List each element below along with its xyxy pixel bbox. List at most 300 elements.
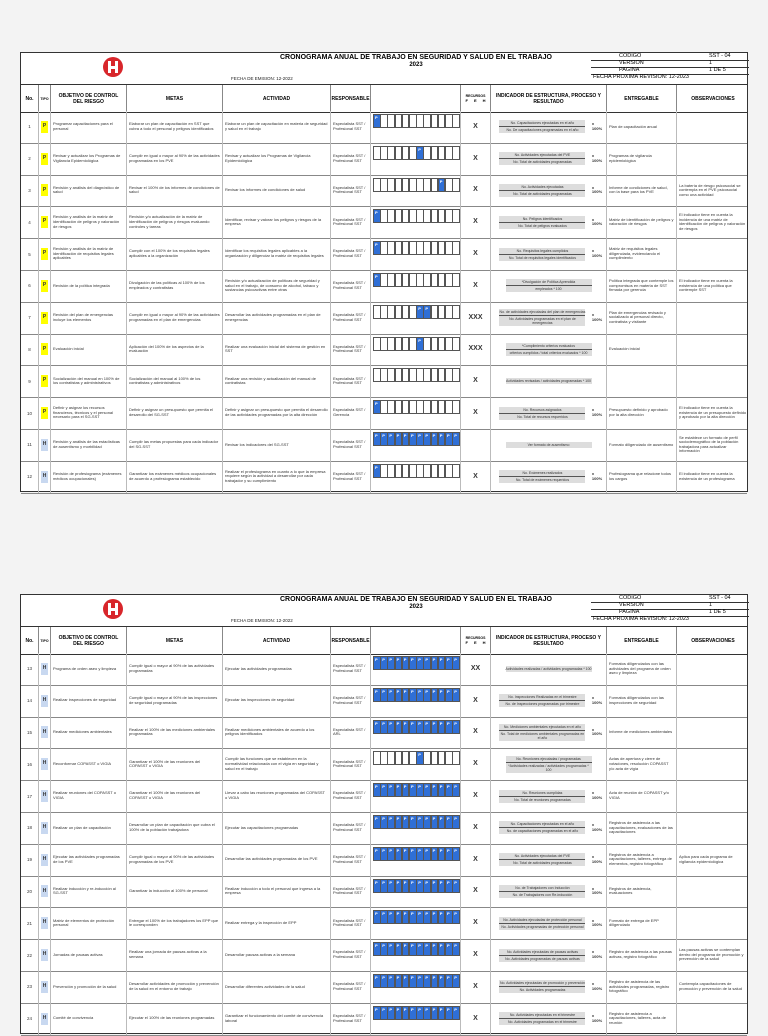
planned-mark: P [454, 784, 457, 790]
planned-mark: P [454, 975, 457, 980]
planned-mark: P [439, 720, 443, 726]
indicator-denominator: No. De capacitaciones programadas en el año [499, 126, 585, 133]
planned-mark: P [382, 847, 385, 853]
table-row [21, 461, 747, 494]
planned-mark: P [425, 784, 429, 790]
row-number: 8 [21, 334, 39, 366]
row-type-cell [39, 143, 51, 175]
goal-text: Cumplir igual o mayor al 90% de las actividades programadas de los PVE [127, 844, 223, 876]
phase-badge: H [41, 822, 48, 834]
indicator-numerator: No. Recursos asignados [499, 407, 585, 413]
header-metas: METAS [127, 85, 223, 112]
control-box [591, 53, 749, 83]
month-grid [371, 780, 461, 812]
observation-text [677, 812, 749, 844]
planned-mark: P [447, 657, 450, 662]
month-cell-12 [452, 178, 460, 192]
indicator-cell [491, 653, 607, 685]
planned-mark: P [447, 879, 450, 885]
month-cell-12 [452, 146, 460, 160]
objective-text: Revisión de profesiograma (exámenes médicos ocupacionales) [51, 461, 127, 493]
planned-mark: P [389, 784, 393, 790]
resource-e: E [473, 98, 477, 103]
row-number: 23 [21, 971, 39, 1003]
activity-text: Ejecutar las actividades programadas [223, 653, 331, 685]
goal-text: Garantizar el 100% de las reuniones del COPASST o VIGIA [127, 748, 223, 780]
planned-mark: P [425, 911, 429, 917]
goal-text: Realizar el 100% de las mediciones ambientales programadas [127, 717, 223, 749]
table-row [21, 939, 747, 972]
responsible-text: Especialista SST / Profesional SST [331, 971, 371, 1003]
month-cell-12 [452, 241, 460, 255]
activity-text: Identificar, revisar y valorar los peligros y riesgos de la empresa [223, 206, 331, 238]
indicator-formula [493, 248, 592, 261]
planned-mark: P [418, 720, 421, 726]
activity-text: Realizar una revisión y actualización del manual de contratistas [223, 365, 331, 397]
row-type-cell [39, 971, 51, 1003]
planned-mark: P [389, 433, 393, 438]
row-type-cell [39, 653, 51, 685]
indicator-denominator: *Actividades realizadas / actividades programadas * 100 [506, 762, 592, 773]
goal-text: Revisar el 100% de los informes de condiciones de salud [127, 175, 223, 207]
indicator-percent: x 100% [591, 153, 603, 163]
indicator-cell [491, 939, 607, 971]
deliverable-text: Informe de condiciones de salud, con la base para los PVE [607, 175, 677, 207]
schedule-page-1 [20, 52, 748, 492]
indicator-numerator: Actividades realizadas / actividades programadas * 100 [505, 666, 592, 671]
indicator-denominator: No. de Inspecciones programadas por trimestre [499, 700, 585, 707]
version-label: VERSION [619, 60, 644, 66]
planned-mark: P [389, 657, 393, 662]
indicator-formula [493, 821, 592, 834]
planned-mark: P [403, 1006, 407, 1012]
planned-mark: P [432, 433, 436, 438]
planned-mark: P [382, 433, 385, 438]
row-number: 6 [21, 270, 39, 302]
month-cell-12 [452, 305, 460, 319]
planned-mark: P [439, 178, 443, 184]
month-grid [371, 429, 461, 461]
indicator-percent: x 100% [591, 184, 603, 195]
month-grid [371, 717, 461, 749]
indicator-numerator: No. Capacitaciones ejecutadas en el año [499, 120, 585, 126]
row-number: 9 [21, 365, 39, 397]
indicator-formula [493, 1012, 592, 1025]
indicator-denominator: No. Total de reuniones programadas [499, 796, 585, 803]
indicator-denominator: criterios cumplidos / total criterios evaluados * 100 [506, 349, 592, 356]
month-grid [371, 461, 461, 493]
month-grid [371, 302, 461, 334]
planned-mark: P [375, 720, 378, 726]
planned-mark: P [432, 1006, 436, 1012]
indicator-denominator: No. Total de actividades programadas [499, 158, 585, 165]
row-type-cell [39, 334, 51, 366]
indicator-denominator: No. Actividades programadas de protección personal [501, 924, 584, 929]
indicator-cell [491, 748, 607, 780]
planned-mark: P [432, 975, 436, 980]
planned-mark: P [418, 146, 421, 152]
responsible-text: Especialista SST / Profesional SST [331, 206, 371, 238]
indicator-cell [491, 238, 607, 270]
planned-mark: P [425, 943, 429, 949]
responsible-text: Especialista SST / Profesional SST [331, 653, 371, 685]
row-number: 3 [21, 175, 39, 207]
deliverable-text: Matriz de requisitos legales diligenciada, evidenciando el cumplimiento [607, 238, 677, 270]
month-grid [371, 334, 461, 366]
indicator-denominator: No. Total de mediciones ambientales programadas en el año [500, 731, 585, 740]
activity-text: Ejecutar las capacitaciones programadas [223, 812, 331, 844]
row-number: 21 [21, 907, 39, 939]
planned-mark: P [425, 688, 429, 694]
deliverable-text: Formatos diligenciados con las actividades del programa de orden aseo y limpieza [607, 653, 677, 685]
document-year: 2023 [409, 604, 423, 610]
responsible-text: Especialista SST / ARL [331, 717, 371, 749]
planned-mark: P [411, 816, 414, 821]
planned-mark: P [403, 911, 407, 917]
row-type-cell [39, 844, 51, 876]
deliverable-text: Registros de asistencia a las capacitaciones, evaluaciones de las capacitaciones [607, 812, 677, 844]
phase-badge: H [41, 471, 48, 483]
month-cell-12 [452, 114, 460, 128]
goal-text: Realizar una jornada de pausas activas a la semana [127, 939, 223, 971]
table-row [21, 302, 747, 335]
table-row [21, 748, 747, 781]
phase-badge: H [41, 1013, 48, 1025]
planned-mark: P [403, 688, 407, 694]
resources-marks: XXX [461, 334, 491, 366]
planned-mark: P [403, 879, 407, 885]
header-objective: OBJETIVO DE CONTROL DEL RIESGO [51, 85, 127, 112]
indicator-denominator: No. Total de actividades programadas [499, 859, 585, 866]
table-header [21, 84, 747, 113]
document-year: 2023 [409, 62, 423, 68]
planned-mark: P [375, 879, 378, 885]
month-grid [371, 206, 461, 238]
header-no: No. [21, 85, 39, 112]
planned-mark: P [411, 879, 414, 885]
phase-badge: P [41, 312, 48, 324]
indicator-percent: x 100% [591, 1013, 603, 1023]
deliverable-text: Plan de emergencias revisado y socializado al personal directo, contratista y visitante [607, 302, 677, 334]
planned-mark: P [382, 1006, 385, 1012]
planned-mark: P [418, 305, 421, 311]
indicator-numerator: No. Mediciones ambientales ejecutadas en el año [499, 724, 585, 730]
goal-text: Desarrollar un plan de capacitación que cubra el 100% de la población trabajadora [127, 812, 223, 844]
planned-mark: P [418, 337, 421, 343]
indicator-cell [491, 971, 607, 1003]
objective-text: Matriz de elementos de protección personal [51, 907, 127, 939]
row-type-cell [39, 1003, 51, 1035]
resources-marks: X [461, 907, 491, 939]
planned-mark: P [389, 688, 393, 694]
phase-badge: P [41, 280, 48, 292]
phase-badge: P [41, 184, 48, 196]
phase-badge: H [41, 758, 48, 770]
objective-text: Revisión y análisis de la matriz de identificación de peligros y valoración de riesgos [51, 206, 127, 238]
month-cell-12 [452, 337, 460, 351]
planned-mark: P [396, 720, 400, 726]
planned-mark: P [375, 847, 378, 853]
planned-mark: P [418, 847, 421, 853]
row-number: 7 [21, 302, 39, 334]
planned-mark: P [425, 433, 429, 438]
responsible-text: Especialista SST / Profesional SST [331, 270, 371, 302]
indicator-denominator: No. Total de requisitos legales identificados [499, 254, 585, 261]
planned-mark: P [403, 433, 407, 438]
objective-text: Revisión y análisis del diagnóstico de salud [51, 175, 127, 207]
table-row [21, 717, 747, 750]
responsible-text: Especialista SST / Profesional SST [331, 334, 371, 366]
planned-mark: P [425, 816, 429, 821]
indicator-formula [493, 184, 592, 197]
planned-mark: P [439, 784, 443, 790]
deliverable-text: Política integrada que contemple los compromisos en materia de SST firmada por gerencia [607, 270, 677, 302]
observation-text [677, 334, 749, 366]
document-title: CRONOGRAMA ANUAL DE TRABAJO EN SEGURIDAD Y SALUD EN EL TRABAJO 2023 [231, 54, 601, 68]
planned-mark: P [382, 720, 385, 726]
phase-badge: H [41, 949, 48, 961]
planned-mark: P [432, 720, 436, 726]
month-grid [371, 939, 461, 971]
planned-mark: P [411, 943, 414, 949]
indicator-formula [493, 279, 604, 292]
indicator-percent: x 100% [591, 885, 603, 896]
objective-text: Revisión del plan de emergencias incluye los elementos [51, 302, 127, 334]
planned-mark: P [447, 784, 450, 790]
header-indicator: INDICADOR DE ESTRUCTURA, PROCESO Y RESULTADO [491, 85, 607, 112]
table-row [21, 844, 747, 877]
responsible-text: Especialista SST / Profesional SST [331, 844, 371, 876]
planned-mark: P [425, 847, 429, 853]
row-type-cell [39, 876, 51, 908]
table-row [21, 175, 747, 208]
goal-text: Cumplir igual o mayor al 90% de las actividades programadas [127, 653, 223, 685]
indicator-cell [491, 780, 607, 812]
indicator-numerator: No. Reuniones ejecutadas / programadas [506, 756, 592, 762]
planned-mark: P [439, 943, 443, 949]
indicator-numerator: No. Actividades ejecutadas en el trimestre [499, 1012, 585, 1018]
row-number: 22 [21, 939, 39, 971]
month-grid [371, 270, 461, 302]
indicator-formula [493, 407, 592, 420]
month-grid [371, 397, 461, 429]
revision-date: FECHA PROXIMA REVISION: 12-2023 [593, 616, 689, 622]
resources-marks [461, 429, 491, 461]
month-cell-12 [452, 273, 460, 287]
table-row [21, 653, 747, 686]
indicator-numerator: No. Actividades ejecutadas de promoción y prevención [499, 981, 585, 986]
planned-mark: P [418, 879, 421, 885]
activity-text: Cumplir las funciones que se establecen en la normatividad relacionada con el vigía en seguridad y salud en el trabajo [223, 748, 331, 780]
planned-mark: P [432, 879, 436, 885]
planned-mark: P [389, 911, 393, 917]
planned-mark: P [432, 816, 436, 821]
activity-text: Revisión y/o actualización de políticas de seguridad y salud en el trabajo, de consumo de alcohol, tabaco y sustancias psicoactivas entre otras [223, 270, 331, 302]
indicator-percent: x 100% [591, 917, 603, 928]
header-resources [461, 627, 491, 654]
document-title: CRONOGRAMA ANUAL DE TRABAJO EN SEGURIDAD Y SALUD EN EL TRABAJO 2023 [231, 596, 601, 610]
table-row [21, 780, 747, 813]
goal-text: Divulgación de las políticas al 100% de los empleados y contratistas [127, 270, 223, 302]
row-number: 18 [21, 812, 39, 844]
phase-badge: P [41, 407, 48, 419]
activity-text: Desarrollar las actividades programadas en el plan de emergencias [223, 302, 331, 334]
table-row [21, 143, 747, 176]
table-row [21, 334, 747, 367]
activity-text: Realizar inducción a todo el personal que ingresa a la empresa [223, 876, 331, 908]
month-cell-12 [452, 1006, 460, 1020]
indicator-cell [491, 461, 607, 493]
table-row [21, 685, 747, 718]
row-number: 2 [21, 143, 39, 175]
planned-mark: P [389, 879, 393, 885]
phase-badge: P [41, 121, 48, 133]
indicator-formula [493, 949, 592, 962]
indicator-cell [491, 143, 607, 175]
indicator-percent: x 100% [591, 981, 603, 991]
header-responsible: RESPONSABLE [331, 627, 371, 654]
indicator-percent: x 100% [591, 726, 603, 737]
header-indicator: INDICADOR DE ESTRUCTURA, PROCESO Y RESULTADO [491, 627, 607, 654]
deliverable-text: Actas de apertura y cierre de votaciones, resolución COPASST y/o acta de vigía [607, 748, 677, 780]
observation-text [677, 1003, 749, 1035]
objective-text: Revisión de la política integrada [51, 270, 127, 302]
indicator-formula [493, 917, 592, 930]
responsible-text: Especialista SST / Profesional SST [331, 238, 371, 270]
table-row [21, 812, 747, 845]
header-deliverable: ENTREGABLE [607, 85, 677, 112]
planned-mark: P [375, 975, 378, 980]
header-activity: ACTIVIDAD [223, 85, 331, 112]
table-row [21, 429, 747, 462]
indicator-numerator: No. Reuniones cumplidas [499, 790, 585, 796]
header-objective: OBJETIVO DE CONTROL DEL RIESGO [51, 627, 127, 654]
indicator-denominator: No. de capacitaciones programadas en el año [499, 827, 585, 834]
month-cell-12 [452, 656, 460, 670]
issue-date: FECHA DE EMISION: 12-2022 [231, 618, 293, 623]
indicator-formula [493, 980, 592, 993]
planned-mark: P [411, 911, 414, 917]
version-value: 1 [709, 602, 713, 608]
row-type-cell [39, 780, 51, 812]
goal-text: Definir y asignar un presupuesto que permita el desarrollo del SG-SST [127, 397, 223, 429]
responsible-text: Especialista SST / Profesional SST [331, 748, 371, 780]
month-cell-12 [452, 432, 460, 446]
observation-text: La batería de riesgo psicosocial se contempla en el PVE psicosocial como una actividad [679, 182, 741, 197]
month-grid [371, 971, 461, 1003]
indicator-percent: x 100% [591, 312, 603, 322]
row-type-cell [39, 365, 51, 397]
planned-mark: P [411, 784, 414, 790]
planned-mark: P [375, 688, 378, 694]
responsible-text: Especialista SST / Profesional SST [331, 111, 371, 143]
deliverable-text: Registros de asistencia a capacitaciones, talleres, entrega de elementos, registro fotográfico [607, 844, 677, 876]
month-cell-12 [452, 688, 460, 702]
indicator-numerator: Ver formato de ausentismo [506, 442, 592, 448]
responsible-text: Especialista SST / Profesional SST [331, 143, 371, 175]
planned-mark: P [411, 688, 414, 694]
month-cell-12 [452, 400, 460, 414]
observation-text [677, 238, 749, 270]
month-grid [371, 143, 461, 175]
table-row [21, 365, 747, 398]
responsible-text: Especialista SST / Profesional SST [331, 939, 371, 971]
resources-marks: X [461, 939, 491, 971]
row-number: 19 [21, 844, 39, 876]
deliverable-text: Programas de vigilancia epidemiológica [607, 143, 677, 175]
indicator-cell [491, 302, 607, 334]
resources-marks: X [461, 971, 491, 1003]
page-value: 1 DE 5 [709, 609, 726, 615]
company-logo [101, 55, 125, 79]
indicator-denominator: No. Actividades programadas en el trimestre [499, 1018, 585, 1025]
objective-text: Realizar inspecciones de seguridad [51, 685, 127, 717]
planned-mark: P [454, 1006, 457, 1012]
indicator-numerator: No. de actividades ejecutadas del plan de emergencias [499, 310, 586, 315]
resources-marks: X [461, 238, 491, 270]
planned-mark: P [425, 720, 429, 726]
planned-mark: P [389, 943, 393, 949]
planned-mark: P [418, 816, 421, 821]
objective-text: Realizar inducción y re-inducción al SG-SST [51, 876, 127, 908]
activity-text: Desarrollar las actividades programadas de los PVE [223, 844, 331, 876]
deliverable-text [607, 365, 677, 397]
indicator-numerator: No. Peligros identificados [499, 216, 585, 222]
objective-text: Revisión y análisis de las estadísticas de ausentismo y morbilidad [51, 429, 127, 461]
indicator-denominator: empleados * 100 [506, 285, 592, 292]
planned-mark: P [447, 433, 450, 438]
deliverable-text: Formato diligenciado de ausentismo [607, 429, 677, 461]
goal-text: Aplicación del 100% de los aspectos de la evaluación [127, 334, 223, 366]
planned-mark: P [439, 975, 443, 980]
indicator-cell [491, 876, 607, 908]
goal-text: Revisión y/o actualización de la matriz de identificación de peligros y riesgos evaluando controles y tareas [127, 206, 223, 238]
indicator-percent: x 100% [591, 790, 603, 801]
planned-mark: P [403, 943, 407, 949]
planned-mark: P [382, 657, 385, 662]
phase-badge: P [41, 153, 48, 165]
resources-marks: X [461, 780, 491, 812]
goal-text: Ejecutar el 100% de las reuniones programadas [127, 1003, 223, 1035]
control-box [591, 595, 749, 625]
responsible-text: Especialista SST / Profesional SST [331, 907, 371, 939]
row-number: 13 [21, 653, 39, 685]
planned-mark: P [396, 975, 400, 980]
row-number: 17 [21, 780, 39, 812]
planned-mark: P [447, 688, 450, 694]
header-metas: METAS [127, 627, 223, 654]
month-cell-12 [452, 464, 460, 478]
goal-text: Cumplir igual o mayor al 90% de las inspecciones de seguridad programadas [127, 685, 223, 717]
table-row [21, 238, 747, 271]
month-cell-12 [452, 751, 460, 765]
indicator-formula [493, 152, 592, 165]
deliverable-text: Registro de asistencia de las actividades programadas, registro fotográfico [607, 971, 677, 1003]
phase-badge: H [41, 439, 48, 451]
deliverable-text: Registro de asistencia a capacitaciones, talleres, acta de reunión [607, 1003, 677, 1035]
indicator-percent: x 100% [591, 822, 603, 832]
indicator-numerator: No. Requisitos legales cumplidos [499, 248, 585, 254]
deliverable-text: Formatos diligenciados con las inspecciones de seguridad [607, 685, 677, 717]
resources-marks: X [461, 175, 491, 207]
month-grid [371, 685, 461, 717]
phase-badge: H [41, 726, 48, 738]
indicator-cell [491, 685, 607, 717]
indicator-formula [493, 216, 592, 229]
header-activity: ACTIVIDAD [223, 627, 331, 654]
planned-mark: P [454, 943, 457, 949]
planned-mark: P [403, 784, 407, 790]
